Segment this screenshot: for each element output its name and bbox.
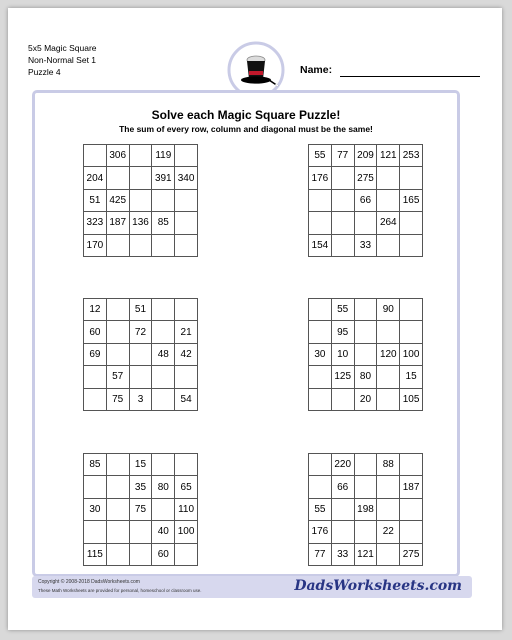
grid-cell[interactable] <box>377 366 400 388</box>
usage-note: These Math Worksheets are provided for personal, homeschool or classroom use. <box>38 588 202 593</box>
grid-cell[interactable]: 391 <box>152 167 175 189</box>
grid-cell[interactable] <box>377 234 400 256</box>
grid-cell[interactable] <box>84 366 107 388</box>
grid-cell[interactable]: 220 <box>331 454 354 476</box>
grid-cell[interactable]: 77 <box>331 145 354 167</box>
grid-cell[interactable]: 15 <box>129 454 152 476</box>
grid-cell[interactable]: 275 <box>400 543 423 565</box>
grid-cell[interactable]: 340 <box>175 167 198 189</box>
grid-cell[interactable] <box>106 498 129 520</box>
grid-cell[interactable]: 264 <box>377 212 400 234</box>
grid-cell[interactable] <box>175 454 198 476</box>
magic-square-4 <box>308 298 423 411</box>
grid-cell[interactable]: 75 <box>106 388 129 410</box>
grid-cell[interactable]: 170 <box>84 234 107 256</box>
grid-cell[interactable]: 85 <box>152 212 175 234</box>
grid-cell[interactable]: 42 <box>175 343 198 365</box>
grid-cell[interactable] <box>377 189 400 211</box>
brand-logo[interactable]: DadsWorksheets.com <box>294 578 462 594</box>
grid-cell[interactable]: 51 <box>84 189 107 211</box>
grid-cell[interactable] <box>152 498 175 520</box>
grid-cell[interactable]: 20 <box>354 388 377 410</box>
grid-cell[interactable] <box>129 343 152 365</box>
grid-cell[interactable] <box>354 521 377 543</box>
grid-cell[interactable]: 21 <box>175 321 198 343</box>
grid-cell[interactable]: 33 <box>331 543 354 565</box>
grid-cell[interactable] <box>354 343 377 365</box>
grid-cell[interactable] <box>309 299 332 321</box>
grid-cell[interactable]: 60 <box>84 321 107 343</box>
worksheet-info <box>28 42 97 78</box>
grid-cell[interactable] <box>377 388 400 410</box>
grid-cell[interactable] <box>400 321 423 343</box>
grid-cell[interactable] <box>106 299 129 321</box>
grid-cell[interactable] <box>175 299 198 321</box>
grid-cell[interactable] <box>106 343 129 365</box>
grid-cell[interactable] <box>152 366 175 388</box>
grid-cell[interactable] <box>377 167 400 189</box>
grid-cell[interactable]: 154 <box>309 234 332 256</box>
copyright-text: Copyright © 2008-2018 DadsWorksheets.com <box>38 579 140 585</box>
grid-cell[interactable] <box>175 212 198 234</box>
grid-cell[interactable] <box>400 234 423 256</box>
grid-cell[interactable] <box>354 299 377 321</box>
grid-cell[interactable] <box>129 234 152 256</box>
grid-cell[interactable] <box>400 167 423 189</box>
worksheet-puzzle-number: Puzzle 4 <box>28 67 61 77</box>
grid-cell[interactable]: 306 <box>106 145 129 167</box>
grid-cell[interactable]: 165 <box>400 189 423 211</box>
grid-cell[interactable]: 105 <box>400 388 423 410</box>
grid-cell[interactable] <box>106 167 129 189</box>
magic-square-5 <box>83 453 198 566</box>
grid-cell[interactable] <box>152 321 175 343</box>
grid-cell[interactable]: 85 <box>84 454 107 476</box>
grid-cell[interactable] <box>175 543 198 565</box>
grid-cell[interactable] <box>331 498 354 520</box>
grid-cell[interactable]: 75 <box>129 498 152 520</box>
name-field[interactable] <box>300 64 480 80</box>
grid-cell[interactable]: 66 <box>354 189 377 211</box>
grid-cell[interactable] <box>309 212 332 234</box>
grid-cell[interactable]: 55 <box>309 498 332 520</box>
grid-cell[interactable] <box>106 234 129 256</box>
grid-cell[interactable]: 57 <box>106 366 129 388</box>
grid-cell[interactable]: 176 <box>309 167 332 189</box>
grid-cell[interactable] <box>400 454 423 476</box>
grid-cell[interactable]: 323 <box>84 212 107 234</box>
magic-square-1 <box>83 144 198 257</box>
grid-cell[interactable] <box>129 189 152 211</box>
grid-cell[interactable]: 69 <box>84 343 107 365</box>
grid-cell[interactable] <box>129 167 152 189</box>
instructions-subtitle: The sum of every row, column and diagonal must be the same! <box>119 124 373 134</box>
grid-cell[interactable] <box>106 521 129 543</box>
grid-cell[interactable] <box>129 366 152 388</box>
grid-cell[interactable]: 100 <box>400 343 423 365</box>
grid-cell[interactable] <box>400 299 423 321</box>
grid-cell[interactable]: 66 <box>331 476 354 498</box>
grid-cell[interactable] <box>354 321 377 343</box>
grid-cell[interactable] <box>331 189 354 211</box>
grid-cell[interactable]: 54 <box>175 388 198 410</box>
grid-cell[interactable]: 80 <box>152 476 175 498</box>
instructions-title: Solve each Magic Square Puzzle! <box>151 108 341 122</box>
grid-cell[interactable] <box>175 145 198 167</box>
grid-cell[interactable]: 77 <box>309 543 332 565</box>
grid-cell[interactable]: 120 <box>377 343 400 365</box>
grid-cell[interactable]: 35 <box>129 476 152 498</box>
grid-cell[interactable]: 48 <box>152 343 175 365</box>
grid-cell[interactable] <box>309 476 332 498</box>
footer-bar <box>32 576 472 598</box>
grid-cell[interactable] <box>175 366 198 388</box>
grid-cell[interactable]: 125 <box>331 366 354 388</box>
grid-cell[interactable]: 55 <box>331 299 354 321</box>
grid-cell[interactable]: 121 <box>354 543 377 565</box>
grid-cell[interactable]: 60 <box>152 543 175 565</box>
grid-cell[interactable] <box>152 388 175 410</box>
grid-cell[interactable] <box>84 145 107 167</box>
grid-cell[interactable] <box>331 388 354 410</box>
grid-cell[interactable] <box>84 521 107 543</box>
magic-square-6 <box>308 453 423 566</box>
grid-cell[interactable] <box>377 321 400 343</box>
grid-cell[interactable] <box>309 366 332 388</box>
grid-cell[interactable]: 30 <box>84 498 107 520</box>
grid-cell[interactable] <box>400 212 423 234</box>
grid-cell[interactable] <box>84 388 107 410</box>
grid-cell[interactable]: 425 <box>106 189 129 211</box>
grid-cell[interactable]: 3 <box>129 388 152 410</box>
grid-cell[interactable] <box>400 498 423 520</box>
grid-cell[interactable] <box>175 234 198 256</box>
grid-cell[interactable] <box>377 476 400 498</box>
grid-cell[interactable] <box>400 521 423 543</box>
grid-cell[interactable]: 187 <box>106 212 129 234</box>
grid-cell[interactable]: 65 <box>175 476 198 498</box>
worksheet-type: 5x5 Magic Square <box>28 43 97 53</box>
grid-cell[interactable] <box>129 543 152 565</box>
grid-cell[interactable]: 90 <box>377 299 400 321</box>
grid-cell[interactable] <box>106 476 129 498</box>
grid-cell[interactable] <box>84 476 107 498</box>
grid-cell[interactable] <box>309 388 332 410</box>
grid-cell[interactable]: 15 <box>400 366 423 388</box>
grid-cell[interactable]: 12 <box>84 299 107 321</box>
magic-square-3 <box>83 298 198 411</box>
grid-cell[interactable]: 88 <box>377 454 400 476</box>
grid-cell[interactable] <box>354 476 377 498</box>
grid-cell[interactable]: 136 <box>129 212 152 234</box>
grid-cell[interactable]: 209 <box>354 145 377 167</box>
worksheet-set: Non-Normal Set 1 <box>28 55 97 65</box>
grid-cell[interactable] <box>152 189 175 211</box>
grid-cell[interactable] <box>152 299 175 321</box>
grid-cell[interactable]: 253 <box>400 145 423 167</box>
name-line <box>340 76 480 77</box>
grid-cell[interactable] <box>331 521 354 543</box>
grid-cell[interactable]: 115 <box>84 543 107 565</box>
grid-cell[interactable]: 80 <box>354 366 377 388</box>
grid-cell[interactable] <box>309 189 332 211</box>
grid-cell[interactable]: 22 <box>377 521 400 543</box>
grid-cell[interactable] <box>106 321 129 343</box>
grid-cell[interactable]: 33 <box>354 234 377 256</box>
name-label: Name: <box>300 64 333 76</box>
grid-cell[interactable]: 72 <box>129 321 152 343</box>
grid-cell[interactable] <box>106 543 129 565</box>
grid-cell[interactable]: 30 <box>309 343 332 365</box>
grid-cell[interactable] <box>106 454 129 476</box>
grid-cell[interactable]: 275 <box>354 167 377 189</box>
grid-cell[interactable] <box>354 454 377 476</box>
grid-cell[interactable] <box>309 454 332 476</box>
grid-cell[interactable]: 10 <box>331 343 354 365</box>
grid-cell[interactable]: 100 <box>175 521 198 543</box>
grid-cell[interactable]: 40 <box>152 521 175 543</box>
grid-cell[interactable]: 119 <box>152 145 175 167</box>
grid-cell[interactable]: 121 <box>377 145 400 167</box>
grid-cell[interactable] <box>377 498 400 520</box>
grid-cell[interactable]: 51 <box>129 299 152 321</box>
grid-cell[interactable] <box>331 234 354 256</box>
grid-cell[interactable] <box>331 212 354 234</box>
grid-cell[interactable] <box>152 234 175 256</box>
grid-cell[interactable]: 187 <box>400 476 423 498</box>
grid-cell[interactable]: 204 <box>84 167 107 189</box>
grid-cell[interactable]: 198 <box>354 498 377 520</box>
grid-cell[interactable] <box>354 212 377 234</box>
magic-square-2 <box>308 144 423 257</box>
grid-cell[interactable] <box>331 167 354 189</box>
grid-cell[interactable] <box>129 145 152 167</box>
grid-cell[interactable]: 95 <box>331 321 354 343</box>
grid-cell[interactable] <box>152 454 175 476</box>
grid-cell[interactable]: 110 <box>175 498 198 520</box>
grid-cell[interactable] <box>175 189 198 211</box>
grid-cell[interactable] <box>129 521 152 543</box>
grid-cell[interactable]: 176 <box>309 521 332 543</box>
grid-cell[interactable]: 55 <box>309 145 332 167</box>
grid-cell[interactable] <box>309 321 332 343</box>
grid-cell[interactable] <box>377 543 400 565</box>
